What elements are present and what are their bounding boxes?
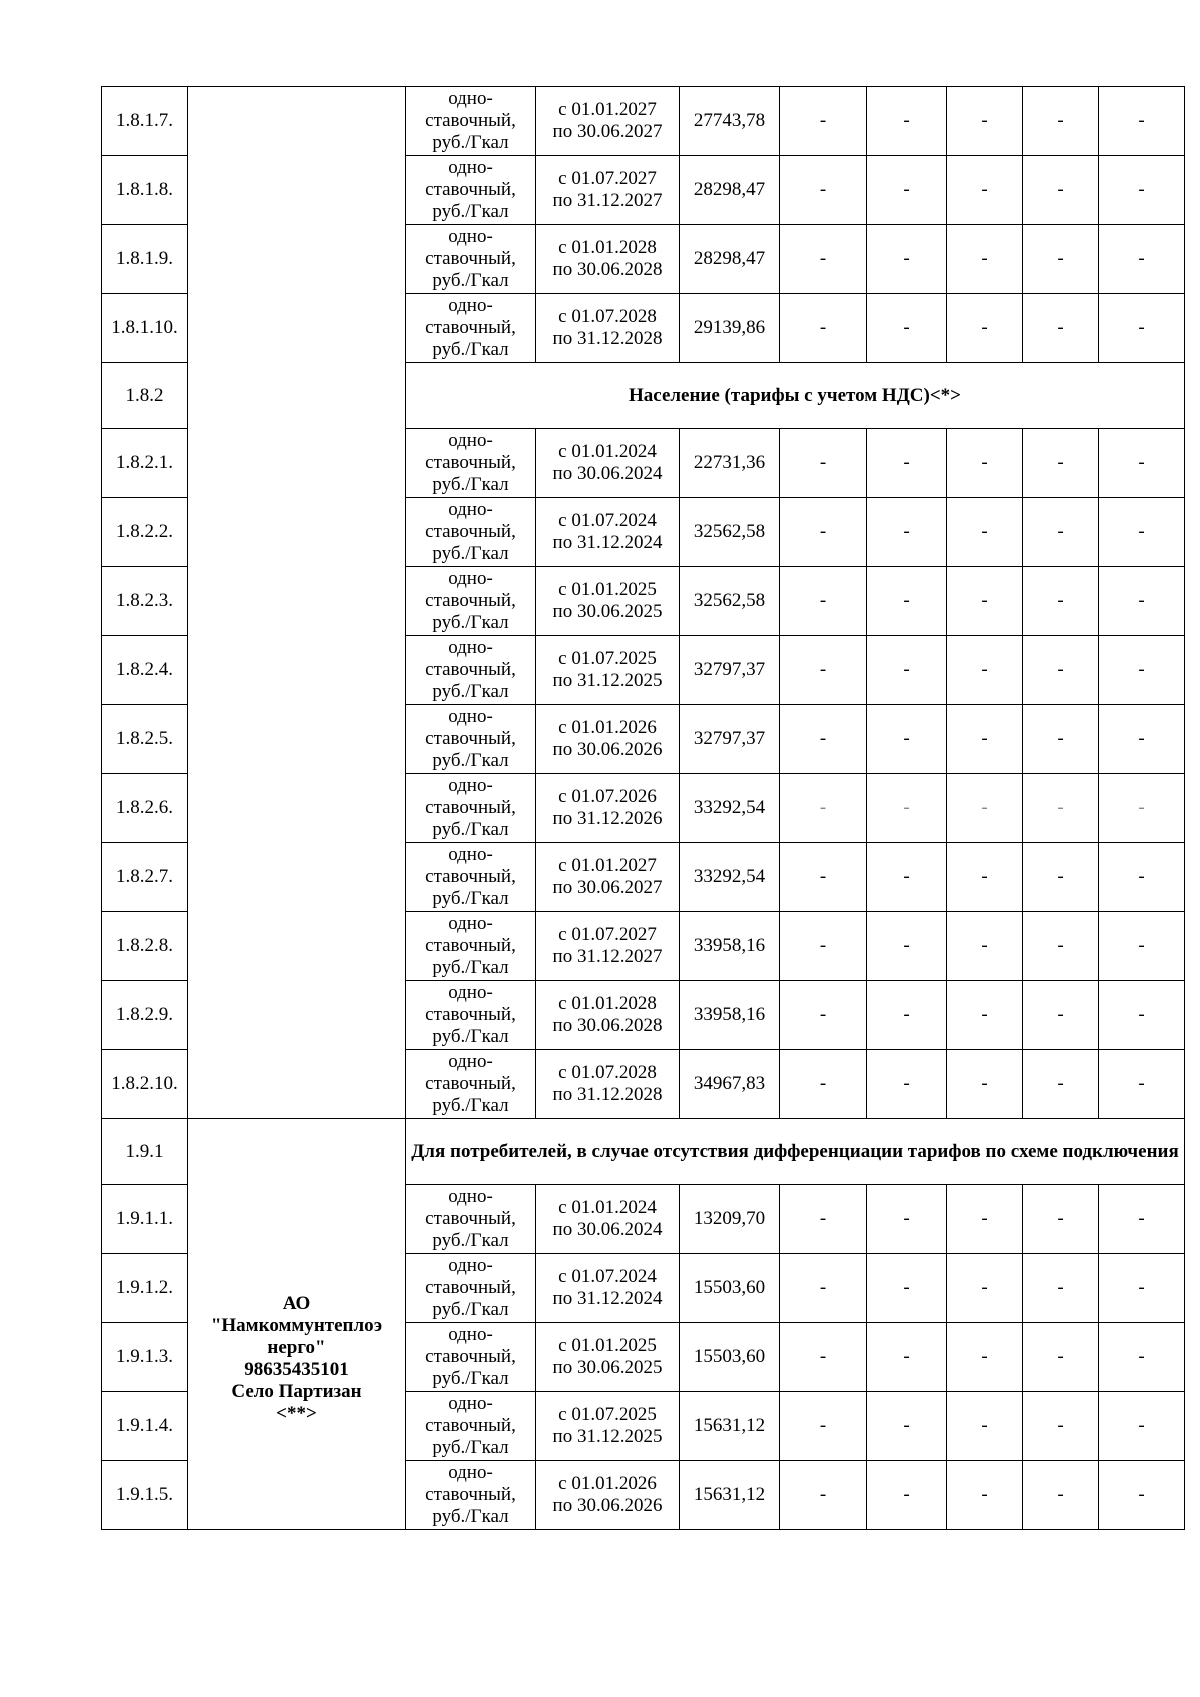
- empty-value-cell: -: [867, 429, 947, 498]
- tariff-table-body: [102, 87, 1185, 1530]
- empty-value-cell: -: [947, 912, 1023, 981]
- tariff-period: с 01.07.2024 по 31.12.2024: [536, 1254, 680, 1323]
- row-code: 1.8.2.6.: [102, 774, 188, 843]
- row-code: 1.9.1.5.: [102, 1461, 188, 1530]
- tariff-type: одно- ставочный, руб./Гкал: [406, 156, 536, 225]
- tariff-period: с 01.01.2028 по 30.06.2028: [536, 981, 680, 1050]
- tariff-type: одно- ставочный, руб./Гкал: [406, 1050, 536, 1119]
- empty-value-cell: -: [867, 1050, 947, 1119]
- empty-value-cell: -: [780, 294, 867, 363]
- empty-value-cell: -: [1023, 429, 1099, 498]
- empty-value-cell: -: [867, 1323, 947, 1392]
- empty-value-cell: -: [947, 636, 1023, 705]
- row-code: 1.8.2.7.: [102, 843, 188, 912]
- tariff-type: одно- ставочный, руб./Гкал: [406, 429, 536, 498]
- section-title: Для потребителей, в случае отсутствия дифференциации тарифов по схеме подключения: [406, 1119, 1185, 1185]
- empty-value-cell: -: [867, 1392, 947, 1461]
- empty-value-cell: -: [1023, 981, 1099, 1050]
- tariff-period: с 01.01.2025 по 30.06.2025: [536, 567, 680, 636]
- empty-value-cell: -: [947, 705, 1023, 774]
- tariff-type: одно- ставочный, руб./Гкал: [406, 294, 536, 363]
- empty-value-cell: -: [1099, 843, 1185, 912]
- empty-value-cell: -: [947, 1185, 1023, 1254]
- empty-value-cell: -: [1023, 156, 1099, 225]
- tariff-type: одно- ставочный, руб./Гкал: [406, 912, 536, 981]
- empty-value-cell: -: [1023, 294, 1099, 363]
- empty-value-cell: -: [867, 156, 947, 225]
- org-cell: [188, 1119, 406, 1530]
- tariff-type: одно- ставочный, руб./Гкал: [406, 87, 536, 156]
- empty-value-cell: -: [867, 1185, 947, 1254]
- tariff-period: с 01.07.2024 по 31.12.2024: [536, 498, 680, 567]
- tariff-period: с 01.07.2026 по 31.12.2026: [536, 774, 680, 843]
- empty-value-cell: -: [867, 636, 947, 705]
- empty-value-cell: -: [780, 705, 867, 774]
- empty-value-cell: -: [1023, 843, 1099, 912]
- row-code: 1.9.1.3.: [102, 1323, 188, 1392]
- empty-value-cell: -: [947, 225, 1023, 294]
- row-code: 1.9.1: [102, 1119, 188, 1185]
- empty-value-cell: -: [780, 1392, 867, 1461]
- tariff-type: одно- ставочный, руб./Гкал: [406, 225, 536, 294]
- tariff-type: одно- ставочный, руб./Гкал: [406, 774, 536, 843]
- empty-value-cell: -: [867, 1254, 947, 1323]
- row-code: 1.9.1.1.: [102, 1185, 188, 1254]
- empty-value-cell: -: [1023, 1323, 1099, 1392]
- empty-value-cell: -: [947, 843, 1023, 912]
- tariff-period: с 01.01.2027 по 30.06.2027: [536, 87, 680, 156]
- tariff-period: с 01.01.2026 по 30.06.2026: [536, 705, 680, 774]
- empty-value-cell: -: [1099, 1392, 1185, 1461]
- empty-value-cell: -: [780, 87, 867, 156]
- table-row: [102, 87, 1185, 156]
- empty-value-cell: -: [867, 981, 947, 1050]
- tariff-value: 33958,16: [680, 912, 780, 981]
- empty-value-cell: -: [1023, 1254, 1099, 1323]
- tariff-type: одно- ставочный, руб./Гкал: [406, 1461, 536, 1530]
- empty-value-cell: -: [1099, 87, 1185, 156]
- row-code: 1.9.1.4.: [102, 1392, 188, 1461]
- tariff-period: с 01.07.2025 по 31.12.2025: [536, 636, 680, 705]
- row-code: 1.8.1.9.: [102, 225, 188, 294]
- tariff-value: 32797,37: [680, 705, 780, 774]
- empty-value-cell: -: [947, 981, 1023, 1050]
- row-code: 1.8.2.8.: [102, 912, 188, 981]
- empty-value-cell: -: [867, 87, 947, 156]
- tariff-value: 22731,36: [680, 429, 780, 498]
- empty-value-cell: -: [947, 498, 1023, 567]
- empty-value-cell: -: [1099, 156, 1185, 225]
- tariff-value: 13209,70: [680, 1185, 780, 1254]
- tariff-period: с 01.07.2027 по 31.12.2027: [536, 912, 680, 981]
- empty-value-cell: -: [1023, 1461, 1099, 1530]
- empty-value-cell: -: [780, 981, 867, 1050]
- org-cell-empty: [188, 87, 406, 1119]
- empty-value-cell: -: [1099, 774, 1185, 843]
- row-code: 1.8.2: [102, 363, 188, 429]
- empty-value-cell: -: [780, 225, 867, 294]
- row-code: 1.8.2.4.: [102, 636, 188, 705]
- empty-value-cell: -: [867, 912, 947, 981]
- tariff-type: одно- ставочный, руб./Гкал: [406, 1392, 536, 1461]
- empty-value-cell: -: [1099, 1254, 1185, 1323]
- tariff-type: одно- ставочный, руб./Гкал: [406, 636, 536, 705]
- empty-value-cell: -: [947, 429, 1023, 498]
- tariff-table-page: [101, 86, 1185, 1530]
- tariff-period: с 01.01.2025 по 30.06.2025: [536, 1323, 680, 1392]
- tariff-value: 33958,16: [680, 981, 780, 1050]
- tariff-value: 29139,86: [680, 294, 780, 363]
- empty-value-cell: -: [867, 567, 947, 636]
- empty-value-cell: -: [1099, 912, 1185, 981]
- empty-value-cell: -: [1099, 429, 1185, 498]
- row-code: 1.8.2.9.: [102, 981, 188, 1050]
- tariff-period: с 01.01.2024 по 30.06.2024: [536, 429, 680, 498]
- tariff-value: 28298,47: [680, 156, 780, 225]
- tariff-type: одно- ставочный, руб./Гкал: [406, 1254, 536, 1323]
- tariff-value: 32562,58: [680, 498, 780, 567]
- tariff-value: 33292,54: [680, 843, 780, 912]
- tariff-value: 34967,83: [680, 1050, 780, 1119]
- empty-value-cell: -: [947, 567, 1023, 636]
- empty-value-cell: -: [867, 225, 947, 294]
- empty-value-cell: -: [947, 1254, 1023, 1323]
- empty-value-cell: -: [1023, 1050, 1099, 1119]
- row-code: 1.8.1.7.: [102, 87, 188, 156]
- empty-value-cell: -: [780, 1461, 867, 1530]
- tariff-value: 32562,58: [680, 567, 780, 636]
- empty-value-cell: -: [867, 705, 947, 774]
- empty-value-cell: -: [867, 1461, 947, 1530]
- empty-value-cell: -: [780, 498, 867, 567]
- tariff-value: 27743,78: [680, 87, 780, 156]
- empty-value-cell: -: [867, 843, 947, 912]
- empty-value-cell: -: [1099, 1050, 1185, 1119]
- row-code: 1.8.1.10.: [102, 294, 188, 363]
- row-code: 1.8.2.2.: [102, 498, 188, 567]
- empty-value-cell: -: [1023, 774, 1099, 843]
- empty-value-cell: -: [947, 1392, 1023, 1461]
- tariff-type: одно- ставочный, руб./Гкал: [406, 498, 536, 567]
- tariff-type: одно- ставочный, руб./Гкал: [406, 1323, 536, 1392]
- empty-value-cell: -: [947, 774, 1023, 843]
- empty-value-cell: -: [780, 912, 867, 981]
- empty-value-cell: -: [1099, 1185, 1185, 1254]
- tariff-table: [101, 86, 1185, 1530]
- empty-value-cell: -: [1099, 225, 1185, 294]
- empty-value-cell: -: [1099, 1323, 1185, 1392]
- empty-value-cell: -: [947, 294, 1023, 363]
- empty-value-cell: -: [780, 1254, 867, 1323]
- tariff-type: одно- ставочный, руб./Гкал: [406, 567, 536, 636]
- empty-value-cell: -: [780, 567, 867, 636]
- empty-value-cell: -: [1023, 567, 1099, 636]
- tariff-value: 28298,47: [680, 225, 780, 294]
- tariff-period: с 01.07.2028 по 31.12.2028: [536, 294, 680, 363]
- empty-value-cell: -: [947, 87, 1023, 156]
- empty-value-cell: -: [1099, 498, 1185, 567]
- tariff-period: с 01.01.2027 по 30.06.2027: [536, 843, 680, 912]
- row-code: 1.8.2.3.: [102, 567, 188, 636]
- empty-value-cell: -: [780, 1185, 867, 1254]
- row-code: 1.8.1.8.: [102, 156, 188, 225]
- tariff-period: с 01.01.2028 по 30.06.2028: [536, 225, 680, 294]
- empty-value-cell: -: [780, 636, 867, 705]
- tariff-period: с 01.07.2028 по 31.12.2028: [536, 1050, 680, 1119]
- empty-value-cell: -: [780, 1050, 867, 1119]
- tariff-value: 15503,60: [680, 1254, 780, 1323]
- empty-value-cell: -: [1023, 636, 1099, 705]
- tariff-value: 32797,37: [680, 636, 780, 705]
- section-title: Население (тарифы с учетом НДС)<*>: [406, 363, 1185, 429]
- tariff-period: с 01.01.2024 по 30.06.2024: [536, 1185, 680, 1254]
- empty-value-cell: -: [1099, 1461, 1185, 1530]
- empty-value-cell: -: [780, 156, 867, 225]
- empty-value-cell: -: [1099, 294, 1185, 363]
- section-row: [102, 1119, 1185, 1185]
- row-code: 1.9.1.2.: [102, 1254, 188, 1323]
- row-code: 1.8.2.10.: [102, 1050, 188, 1119]
- empty-value-cell: -: [1099, 981, 1185, 1050]
- tariff-period: с 01.07.2025 по 31.12.2025: [536, 1392, 680, 1461]
- row-code: 1.8.2.5.: [102, 705, 188, 774]
- tariff-value: 15631,12: [680, 1392, 780, 1461]
- tariff-type: одно- ставочный, руб./Гкал: [406, 1185, 536, 1254]
- tariff-period: с 01.07.2027 по 31.12.2027: [536, 156, 680, 225]
- empty-value-cell: -: [1023, 912, 1099, 981]
- tariff-type: одно- ставочный, руб./Гкал: [406, 843, 536, 912]
- empty-value-cell: -: [947, 156, 1023, 225]
- empty-value-cell: -: [780, 1323, 867, 1392]
- empty-value-cell: -: [780, 843, 867, 912]
- empty-value-cell: -: [1023, 87, 1099, 156]
- empty-value-cell: -: [947, 1323, 1023, 1392]
- empty-value-cell: -: [867, 294, 947, 363]
- empty-value-cell: -: [867, 774, 947, 843]
- empty-value-cell: -: [1099, 705, 1185, 774]
- empty-value-cell: -: [947, 1461, 1023, 1530]
- empty-value-cell: -: [780, 429, 867, 498]
- tariff-type: одно- ставочный, руб./Гкал: [406, 981, 536, 1050]
- tariff-type: одно- ставочный, руб./Гкал: [406, 705, 536, 774]
- empty-value-cell: -: [1023, 1185, 1099, 1254]
- empty-value-cell: -: [1023, 705, 1099, 774]
- empty-value-cell: -: [1023, 498, 1099, 567]
- tariff-value: 33292,54: [680, 774, 780, 843]
- empty-value-cell: -: [1023, 1392, 1099, 1461]
- empty-value-cell: -: [1099, 567, 1185, 636]
- empty-value-cell: -: [1023, 225, 1099, 294]
- empty-value-cell: -: [947, 1050, 1023, 1119]
- empty-value-cell: -: [1099, 636, 1185, 705]
- tariff-period: с 01.01.2026 по 30.06.2026: [536, 1461, 680, 1530]
- tariff-value: 15631,12: [680, 1461, 780, 1530]
- empty-value-cell: -: [867, 498, 947, 567]
- org-name: АО "Намкоммунтеплоэ нерго" 98635435101 Село Партизан <**>: [210, 1293, 383, 1424]
- tariff-value: 15503,60: [680, 1323, 780, 1392]
- empty-value-cell: -: [780, 774, 867, 843]
- row-code: 1.8.2.1.: [102, 429, 188, 498]
